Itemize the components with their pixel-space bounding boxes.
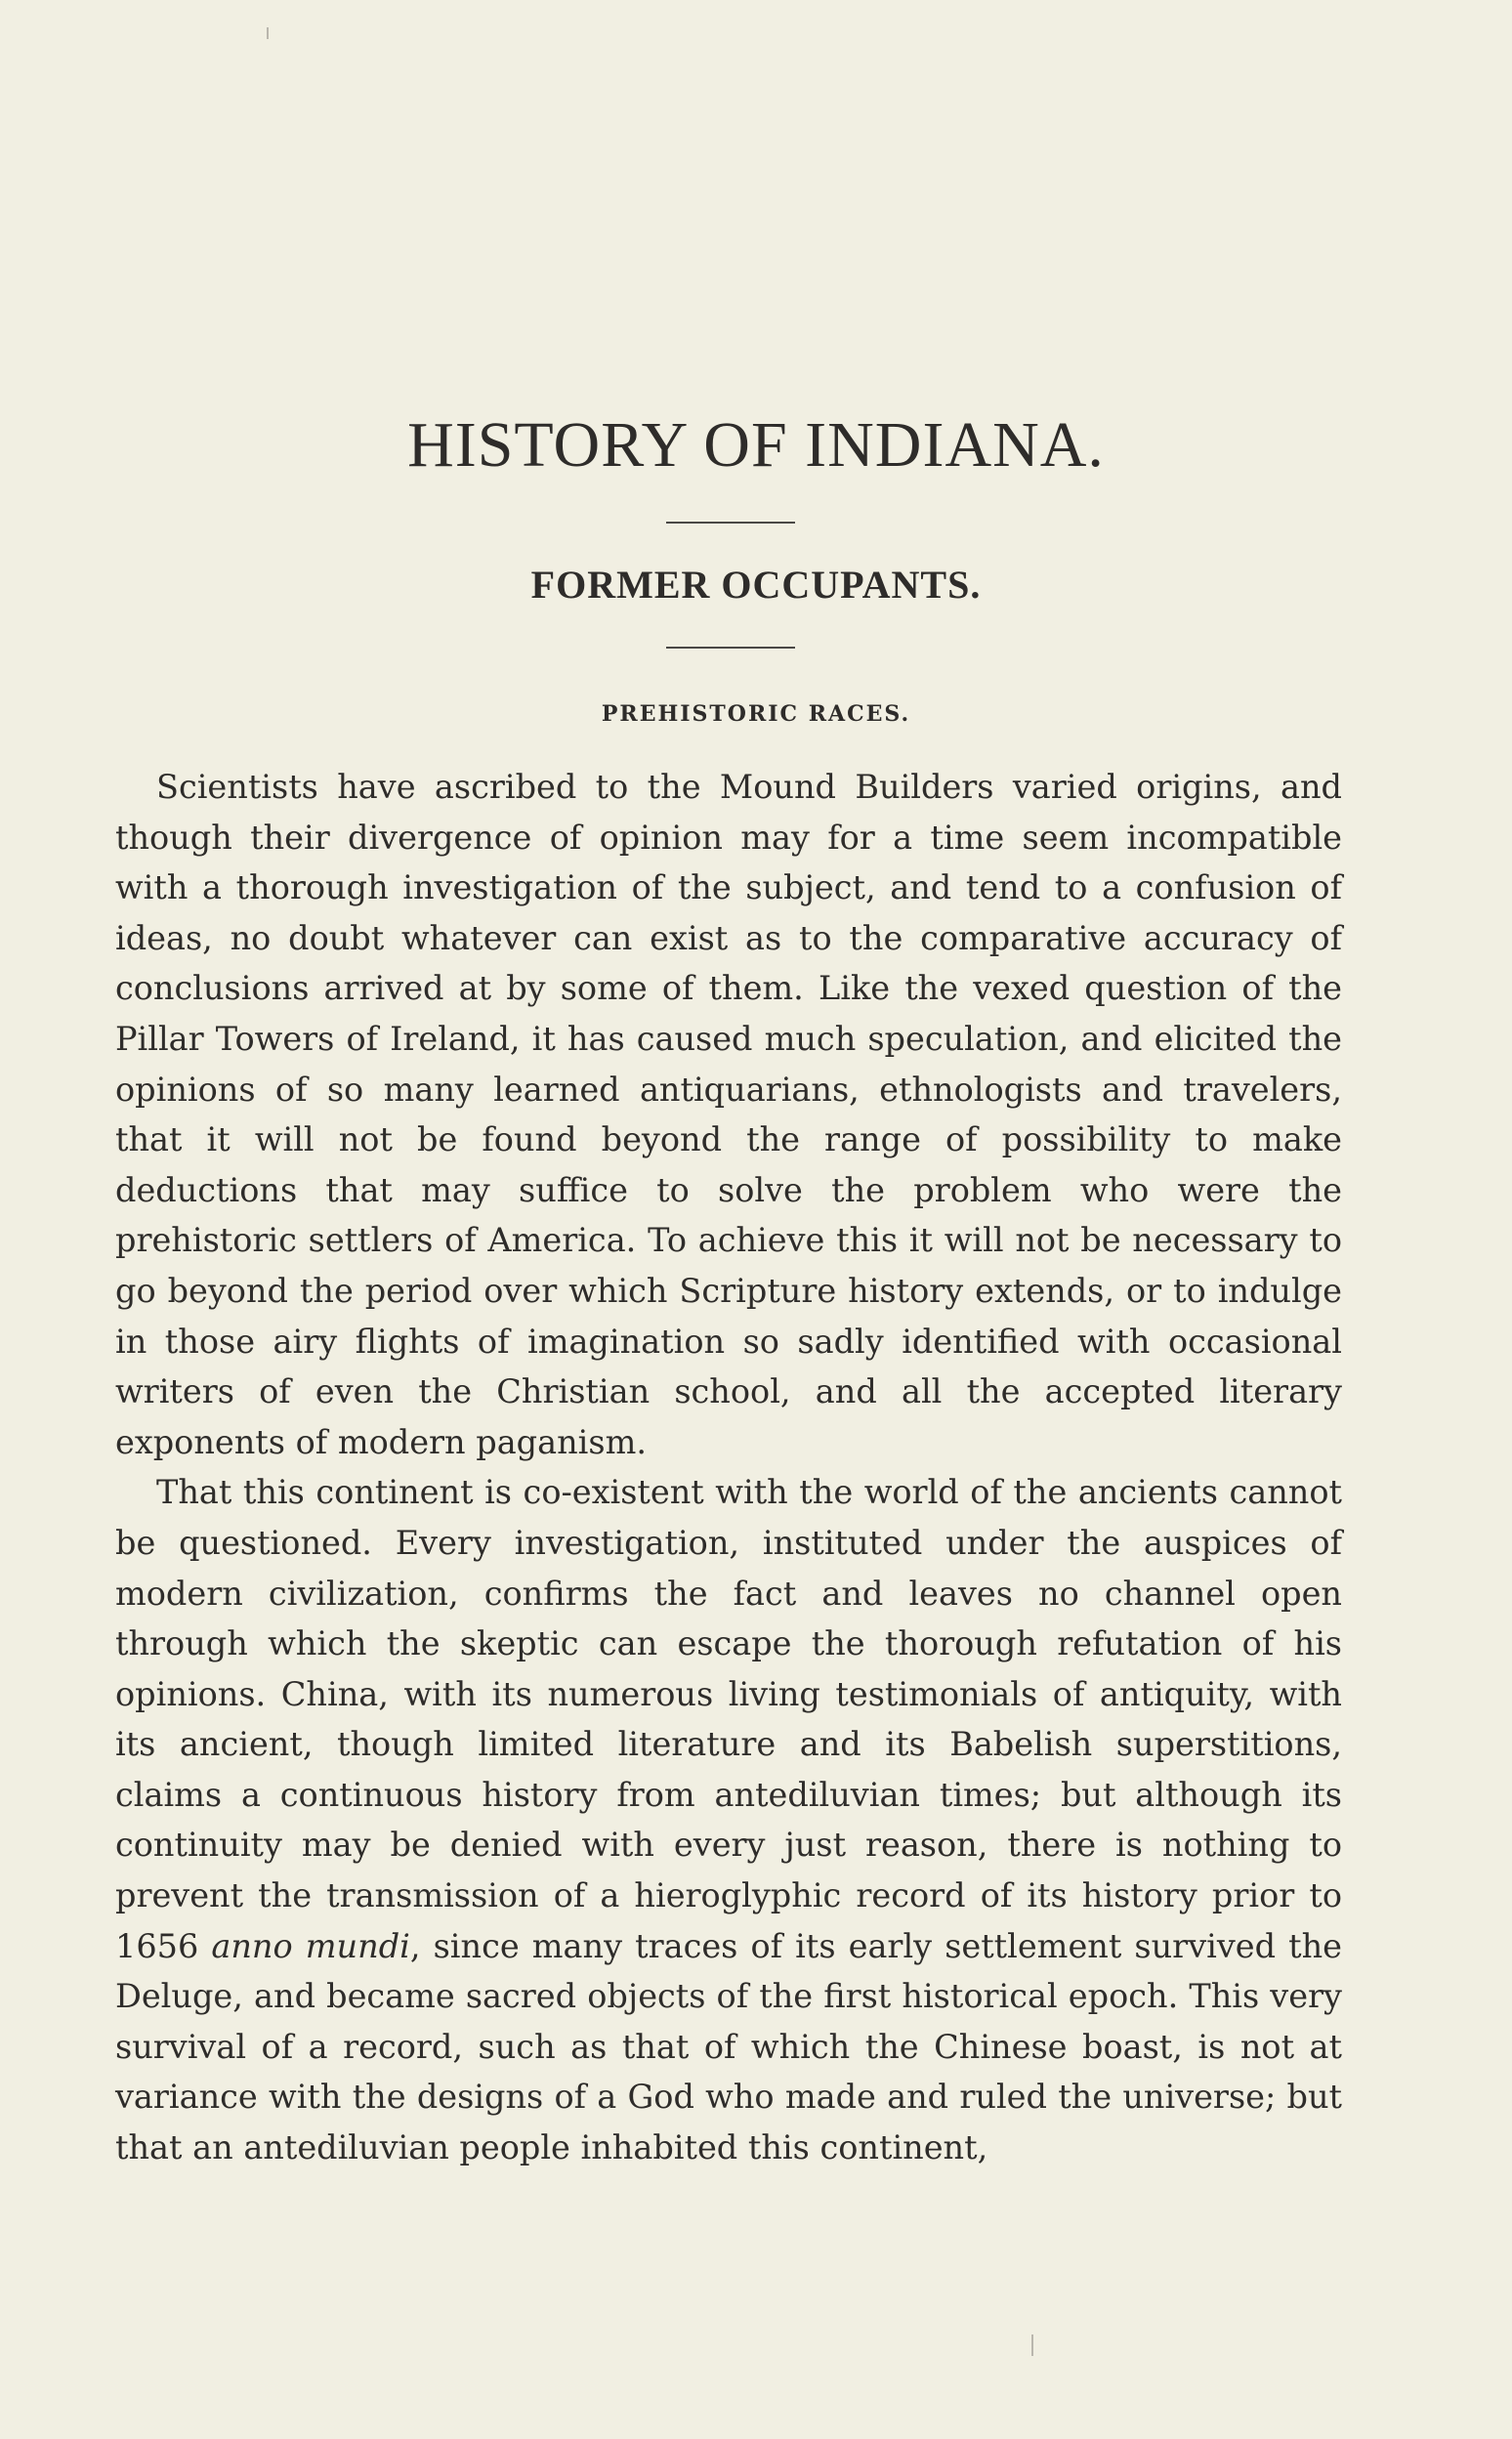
paragraph-text: That this continent is co-existent with the world of the ancients cannot be questioned. Every investigation, instituted under the auspices of modern civilization, confirms the fact and leaves no channel open through which the skeptic can escape the thorough refutation of his opinions. China, with its numerous living testimonials of antiquity, with its ancient, though limited literature and its Babelish superstitions, claims a continuous history from antediluvian times; but although its continuity may be denied with every just reason, there is nothing to prevent the transmission of a hieroglyphic record of its history prior to 1656 bbox=[115, 1473, 1342, 1965]
stray-ink-mark bbox=[267, 27, 269, 39]
body-text bbox=[115, 762, 1342, 2173]
chapter-title: FORMER OCCUPANTS. bbox=[530, 563, 982, 607]
chapter-divider bbox=[666, 647, 795, 649]
paragraph bbox=[115, 1467, 1342, 2172]
italic-phrase: anno mundi bbox=[211, 1926, 410, 1965]
main-title: HISTORY OF INDIANA. bbox=[407, 409, 1105, 481]
paragraph-text: , since many traces of its early settlement survived the Deluge, and became sacred objects of the first historical epoch. This very survival of a record, such as that of which the Chinese boast, is not at variance with the designs of a God who made and ruled the universe; but that an antediluvian people inhabited this continent, bbox=[115, 1926, 1342, 2167]
stray-ink-mark bbox=[1031, 2334, 1033, 2356]
title-divider bbox=[666, 522, 795, 524]
section-title: PREHISTORIC RACES. bbox=[601, 701, 911, 727]
paragraph: Scientists have ascribed to the Mound Builders varied origins, and though their divergence of opinion may for a time seem incompatible with a thorough investigation of the subject, and tend to a confusion of ideas, no doubt whatever can exist as to the comparative accuracy of conclusions arrived at by some of them. Like the vexed question of the Pillar Towers of Ireland, it has caused much speculation, and elicited the opinions of so many learned antiquarians, ethnologists and travelers, that it will not be found beyond the range of possibility to make deductions that may suffice to solve the problem who were the prehistoric settlers of America. To achieve this it will not be necessary to go beyond the period over which Scripture history extends, or to indulge in those airy flights of imagination so sadly identified with occasional writers of even the Christian school, and all the accepted literary exponents of modern paganism. bbox=[115, 768, 1342, 1461]
